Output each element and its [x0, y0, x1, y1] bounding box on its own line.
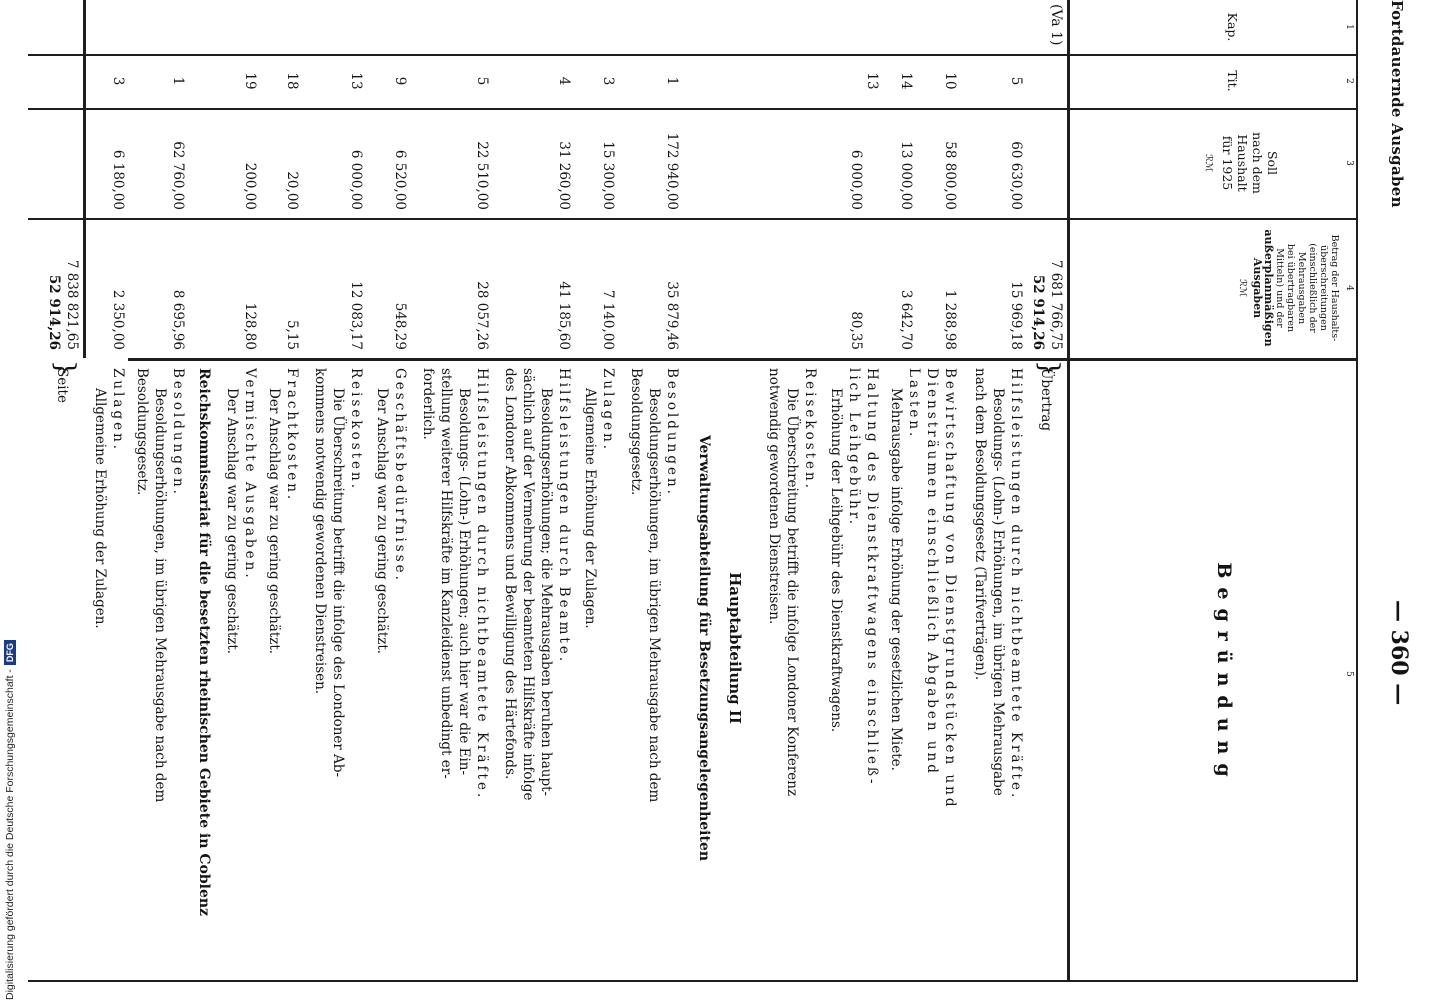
- row-text-title: Reisekosten.: [802, 368, 818, 492]
- footer-text: Digitalisierung gefördert durch die Deutsche Forschungsgemeinschaft -: [4, 669, 16, 1000]
- row-text: Der Anschlag war zu gering geschätzt.: [224, 388, 240, 655]
- row-soll: 6 000,00: [348, 149, 364, 210]
- carry-brace: }: [1034, 360, 1064, 377]
- header-betrag-line: Mitteln) und der: [1274, 248, 1285, 328]
- row-soll: 62 760,00: [170, 141, 186, 210]
- carry-amount-2: 52 914,26: [1030, 274, 1046, 350]
- row-text-title: Hilfsleistungen durch Beamte.: [556, 368, 572, 665]
- column-number-1: 1: [1344, 24, 1354, 30]
- header-betrag-line: Mehrausgaben: [1296, 251, 1307, 325]
- row-soll: 6 520,00: [392, 149, 408, 210]
- header-soll-line: nach dem: [1250, 132, 1265, 194]
- row-soll: 58 800,00: [942, 141, 958, 210]
- row-text-title: Frachtkosten.: [284, 368, 300, 503]
- row-betrag: 8 695,96: [170, 289, 186, 350]
- total-amount: 7 838 821,65: [64, 259, 80, 350]
- row-soll: 60 630,00: [1008, 141, 1024, 210]
- row-betrag: 12 083,17: [348, 281, 364, 350]
- row-tit: 18: [284, 72, 300, 90]
- row-betrag: 2 350,00: [110, 289, 126, 350]
- row-text-title: Vermischte Ausgaben.: [242, 368, 258, 581]
- page-header-title: Fortdauernde Ausgaben: [1388, 0, 1406, 208]
- header-betrag-bold-line: außerplanmäßigen: [1262, 229, 1275, 347]
- dfg-logo: DFG: [4, 640, 16, 665]
- row-tit: 14: [898, 72, 914, 90]
- row-betrag: 15 969,18: [1008, 281, 1024, 350]
- row-text: Besoldungserhöhungen; die Mehrausgaben beruhen haupt-: [538, 388, 554, 797]
- row-text: notwendig gewordenen Dienstreisen.: [766, 368, 782, 625]
- row-text-title: Hilfsleistungen durch nichtbeamtete Kräfte.: [474, 368, 490, 801]
- header-betrag-line: (einschließlich der: [1307, 243, 1318, 333]
- table-header-rule: [1067, 0, 1070, 980]
- row-betrag: 128,80: [242, 302, 258, 350]
- row-tit: 3: [110, 76, 126, 86]
- row-text-title: Besoldungen.: [170, 368, 186, 497]
- row-text-title: Geschäftsbedürfnisse.: [392, 368, 408, 583]
- row-text-title: Haltung des Dienstkraftwagens einschließ-: [864, 368, 880, 787]
- row-betrag: 35 879,46: [664, 281, 680, 350]
- column-number-5: 5: [1344, 671, 1354, 677]
- row-text: Mehrausgabe infolge Erhöhung der gesetzlichen Miete.: [888, 388, 904, 771]
- carry-label: Übertrag: [1038, 368, 1054, 432]
- row-text-title: Reisekosten.: [348, 368, 364, 492]
- row-tit: 5: [474, 76, 490, 86]
- column-divider-2: [28, 108, 1358, 110]
- row-text-title: Bewirtschaftung von Dienstgrundstücken und: [942, 368, 958, 810]
- header-tit: Tit.: [1225, 70, 1240, 92]
- row-text: Der Anschlag war zu gering geschätzt.: [266, 388, 282, 655]
- row-betrag: 3 642,70: [898, 289, 914, 350]
- header-betrag-line: Betrag der Haushalts-: [1329, 234, 1340, 342]
- row-soll: 13 000,00: [898, 141, 914, 210]
- row-text: forderlich.: [420, 368, 436, 440]
- column-divider-3: [28, 218, 1358, 220]
- page-number: — 360 —: [1386, 600, 1412, 706]
- total-rule: [83, 0, 86, 358]
- row-tit: 13: [348, 72, 364, 90]
- total-amount-2: 52 914,26: [46, 274, 62, 350]
- row-text: Erhöhung der Leihgebühr des Dienstkraftwagens.: [828, 388, 844, 733]
- header-soll-line: Soll: [1265, 150, 1280, 176]
- total-label: Seite: [54, 368, 70, 403]
- row-text: Besoldungs- (Lohn-) Erhöhungen, im übrigen Mehrausgabe: [990, 388, 1006, 796]
- row-betrag: 41 185,60: [556, 281, 572, 350]
- header-betrag: [1237, 218, 1340, 358]
- header-kap: Kap.: [1225, 12, 1240, 42]
- row-tit: 1: [664, 76, 680, 86]
- row-text-title: Zulagen.: [110, 368, 126, 453]
- subsection-title-2: Reichskommissariat für die besetzten rheinischen Gebiete in Coblenz: [196, 368, 212, 916]
- row-tit: 3: [600, 76, 616, 86]
- header-betrag-unit: ℛℳ: [1237, 279, 1248, 297]
- header-betrag-line: bei übertragbaren: [1285, 243, 1296, 333]
- row-text: Allgemeine Erhöhung der Zulagen.: [582, 388, 598, 629]
- row-tit: 1: [170, 76, 186, 86]
- row-betrag: 28 057,26: [474, 281, 490, 350]
- row-text: sächlich auf der Vermehrung der beamteten Hilfskräfte infolge: [520, 368, 536, 801]
- row-text-title: Besoldungen.: [664, 368, 680, 497]
- row-text: Die Überschreitung betrifft die infolge des Londoner Ab-: [330, 388, 346, 778]
- row-text: lich Leihgebühr.: [846, 368, 862, 528]
- column-number-4: 4: [1344, 285, 1354, 291]
- row-soll: 31 260,00: [556, 141, 572, 210]
- row-soll: 200,00: [242, 162, 258, 210]
- column-divider-1: [28, 54, 1358, 56]
- header-soll: [1203, 108, 1280, 218]
- row-text: Die Überschreitung betrifft die infolge Londoner Konferenz: [784, 388, 800, 797]
- digitization-footer: [4, 640, 16, 1000]
- row-text: Lasten.: [906, 368, 922, 440]
- row-text: nach dem Besoldungsgesetz (Tarifverträgen).: [972, 368, 988, 681]
- row-text-title: Hilfsleistungen durch nichtbeamtete Kräfte.: [1008, 368, 1024, 801]
- column-number-3: 3: [1344, 160, 1354, 166]
- row-tit: 10: [942, 72, 958, 90]
- header-soll-line: für 1925: [1220, 135, 1235, 191]
- row-betrag: 5,15: [284, 319, 300, 350]
- row-text: Besoldungserhöhungen, im übrigen Mehrausgabe nach dem: [646, 388, 662, 803]
- header-betrag-bold-line: Ausgaben: [1251, 257, 1264, 319]
- header-soll-unit: ℛℳ: [1203, 154, 1214, 172]
- row-text: Besoldungsgesetz.: [628, 368, 644, 496]
- header-betrag-line: überschreitungen: [1318, 245, 1329, 331]
- row-tit: 19: [242, 72, 258, 90]
- row-soll: 6 000,00: [848, 149, 864, 210]
- header-soll-line: Haushalt: [1235, 134, 1250, 192]
- row-text: des Londoner Abkommens und Bewilligung des Härtefonds.: [502, 368, 518, 780]
- row-betrag: 80,35: [848, 311, 864, 350]
- row-soll: 15 300,00: [600, 141, 616, 210]
- row-soll: 22 510,00: [474, 141, 490, 210]
- subsection-title: Verwaltungsabteilung für Besetzungsangelegenheiten: [696, 434, 712, 862]
- row-text: Der Anschlag war zu gering geschätzt.: [374, 388, 390, 655]
- table-top-rule: [1357, 0, 1359, 980]
- row-text: stellung weiterer Hilfskräfte im Kanzleidienst unbedingt er-: [438, 368, 454, 779]
- total-brace: }: [50, 360, 80, 377]
- row-betrag: 548,29: [392, 302, 408, 350]
- row-tit: 13: [864, 72, 880, 90]
- column-divider-4: [128, 358, 1358, 361]
- section-title: Hauptabteilung II: [726, 572, 744, 724]
- row-text: Besoldungsgesetz.: [134, 368, 150, 496]
- row-tit: 4: [556, 76, 572, 86]
- row-text: Allgemeine Erhöhung der Zulagen.: [92, 388, 108, 629]
- row-tit: 9: [392, 76, 408, 86]
- row-text: kommens notwendig gewordenen Dienstreisen.: [312, 368, 328, 695]
- row-soll: 172 940,00: [664, 132, 680, 210]
- header-begruendung: Begründung: [1213, 562, 1235, 786]
- row-tit: 5: [1008, 76, 1024, 86]
- row-text: Besoldungs- (Lohn-) Erhöhungen; auch hier war die Ein-: [456, 388, 472, 776]
- row-betrag: 7 140,00: [600, 289, 616, 350]
- row-soll: 6 180,00: [110, 149, 126, 210]
- row-text-title: Zulagen.: [600, 368, 616, 453]
- column-number-2: 2: [1344, 78, 1354, 84]
- row-soll: 20,00: [284, 171, 300, 210]
- row-betrag: 1 288,98: [942, 289, 958, 350]
- row-text: Besoldungserhöhungen, im übrigen Mehrausgabe nach dem: [152, 388, 168, 803]
- carry-amount: 7 681 766,75: [1048, 259, 1064, 350]
- marker-va1: (Va 1): [1048, 4, 1064, 46]
- row-text: Diensträumen einschließlich Abgaben und: [924, 368, 940, 776]
